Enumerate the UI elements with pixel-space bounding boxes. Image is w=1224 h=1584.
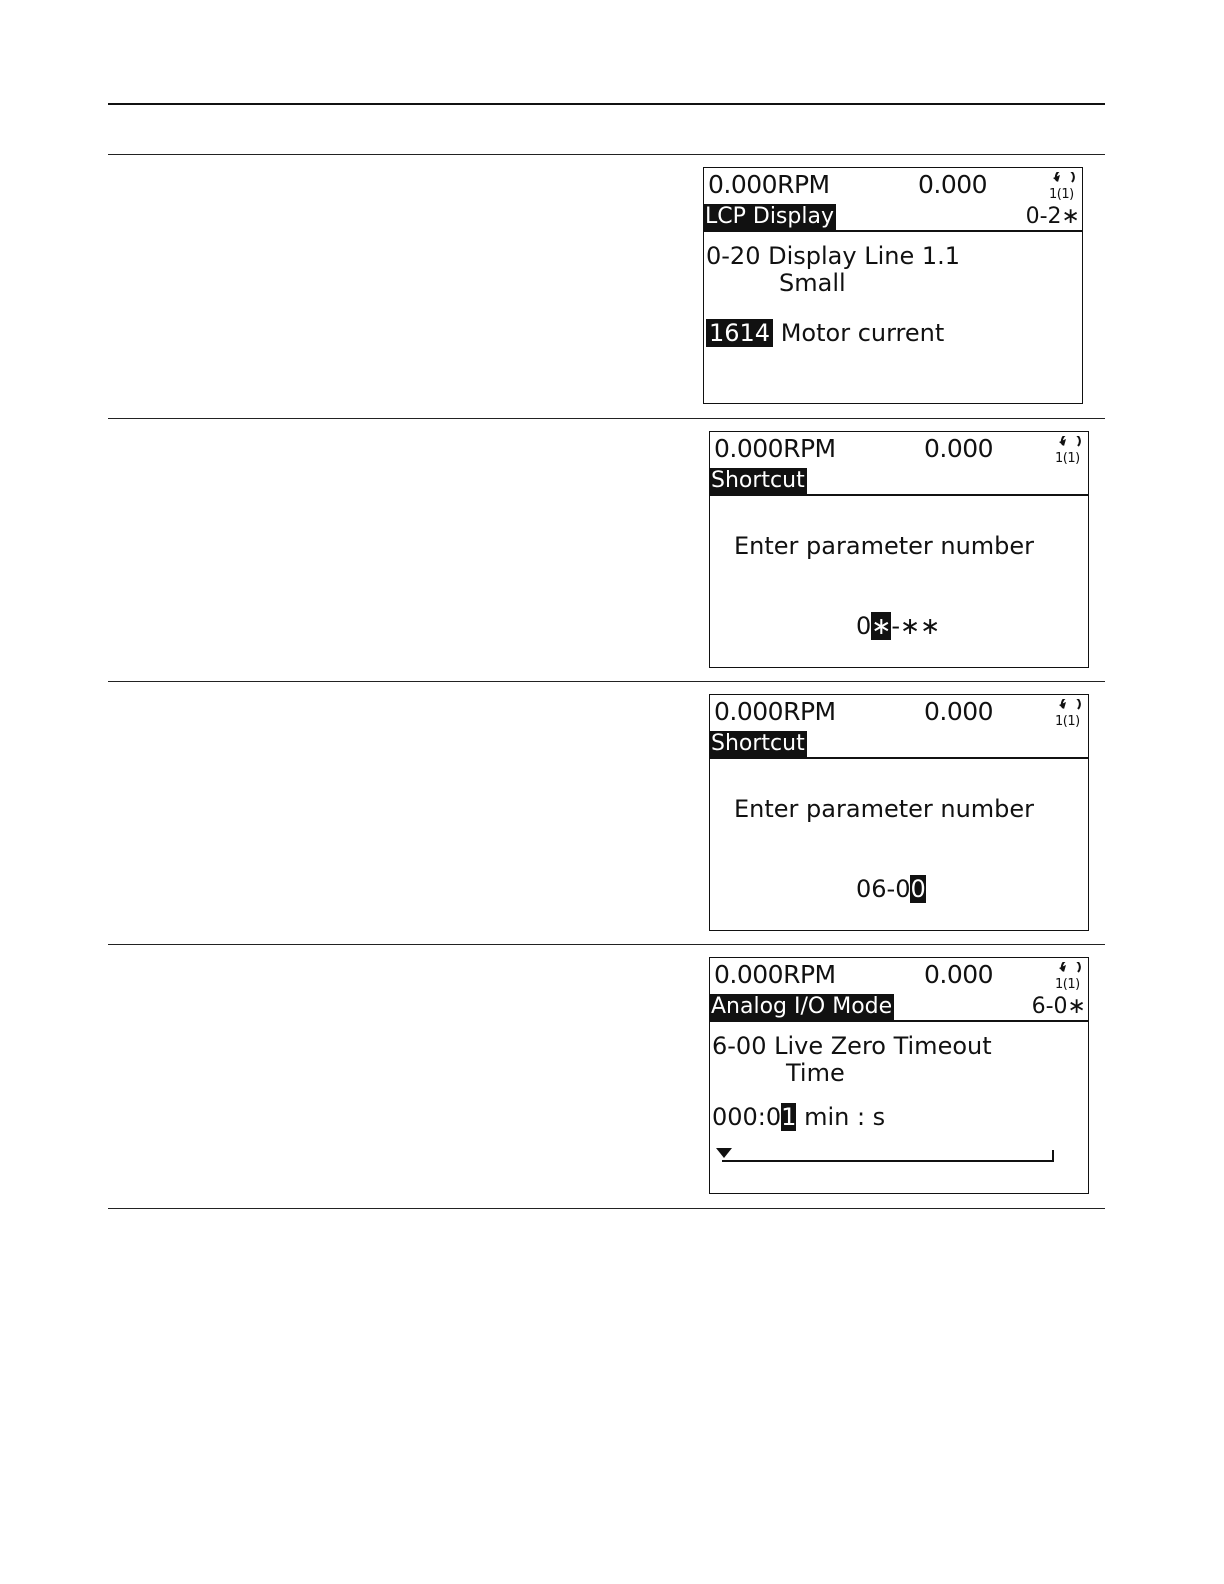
- row-divider-1: [108, 418, 1105, 419]
- entry-text: 06-0: [856, 875, 911, 903]
- group-title: Shortcut: [711, 468, 805, 493]
- lcp-screen-display-line: [703, 167, 1083, 404]
- setup-1-icon: [1054, 962, 1084, 990]
- value-readout: 0.000: [924, 697, 994, 726]
- parameter-entry: [856, 875, 926, 903]
- parameter-name-line2: Small: [779, 269, 846, 297]
- group-title: Shortcut: [711, 731, 805, 756]
- value-cursor: 1614: [706, 319, 773, 347]
- value-readout: 0.000: [924, 960, 994, 989]
- shortcut-prompt: Enter parameter number: [734, 795, 1035, 823]
- shortcut-prompt: Enter parameter number: [734, 532, 1035, 560]
- svg-text:1(1): 1(1): [1055, 714, 1080, 727]
- slider-pointer-icon: [716, 1148, 732, 1160]
- parameter-name: 0-20 Display Line 1.1: [706, 242, 961, 270]
- row-divider-2: [108, 681, 1105, 682]
- value-text: 000:0: [712, 1103, 782, 1131]
- group-code: 6-0∗: [1031, 994, 1086, 1019]
- lcp-screen-shortcut-1: [709, 431, 1089, 668]
- speed-readout: 0.000RPM: [708, 170, 830, 199]
- parameter-value: [706, 319, 944, 347]
- entry-text-after: -∗∗: [891, 612, 941, 640]
- status-line: [714, 697, 1084, 729]
- value-readout: 0.000: [924, 434, 994, 463]
- top-rule: [108, 103, 1105, 105]
- value-cursor: 1: [781, 1103, 797, 1131]
- group-code: 0-2∗: [1025, 204, 1080, 229]
- status-line: [714, 434, 1084, 466]
- parameter-value: [712, 1103, 885, 1131]
- svg-text:1(1): 1(1): [1049, 187, 1074, 200]
- table-header-rule: [108, 154, 1105, 155]
- value-label: Motor current: [773, 319, 945, 347]
- group-title-bar: [704, 204, 1082, 232]
- value-slider-end: [1052, 1150, 1054, 1162]
- svg-text:1(1): 1(1): [1055, 977, 1080, 990]
- parameter-name-line2: Time: [786, 1059, 845, 1087]
- setup-1-icon: [1048, 172, 1078, 200]
- setup-1-icon: [1054, 436, 1084, 464]
- svg-text:1(1): 1(1): [1055, 451, 1080, 464]
- lcp-screen-live-zero-timeout: [709, 957, 1089, 1194]
- lcp-screen-shortcut-2: [709, 694, 1089, 931]
- table-bottom-rule: [108, 1208, 1105, 1209]
- value-slider-track: [722, 1160, 1054, 1162]
- entry-cursor: 0: [910, 875, 926, 903]
- parameter-entry: [856, 612, 940, 640]
- group-title: Analog I/O Mode: [711, 994, 893, 1019]
- row-divider-3: [108, 944, 1105, 945]
- status-line: [714, 960, 1084, 992]
- group-title-bar: [710, 468, 1088, 496]
- setup-1-icon: [1054, 699, 1084, 727]
- status-line: [708, 170, 1078, 202]
- value-unit: min : s: [796, 1103, 886, 1131]
- value-readout: 0.000: [918, 170, 988, 199]
- parameter-name: 6-00 Live Zero Timeout: [712, 1032, 992, 1060]
- speed-readout: 0.000RPM: [714, 960, 836, 989]
- group-title-bar: [710, 731, 1088, 759]
- group-title: LCP Display: [705, 204, 834, 229]
- group-title-bar: [710, 994, 1088, 1022]
- speed-readout: 0.000RPM: [714, 697, 836, 726]
- entry-cursor: ∗: [871, 612, 892, 640]
- speed-readout: 0.000RPM: [714, 434, 836, 463]
- entry-text: 0: [856, 612, 872, 640]
